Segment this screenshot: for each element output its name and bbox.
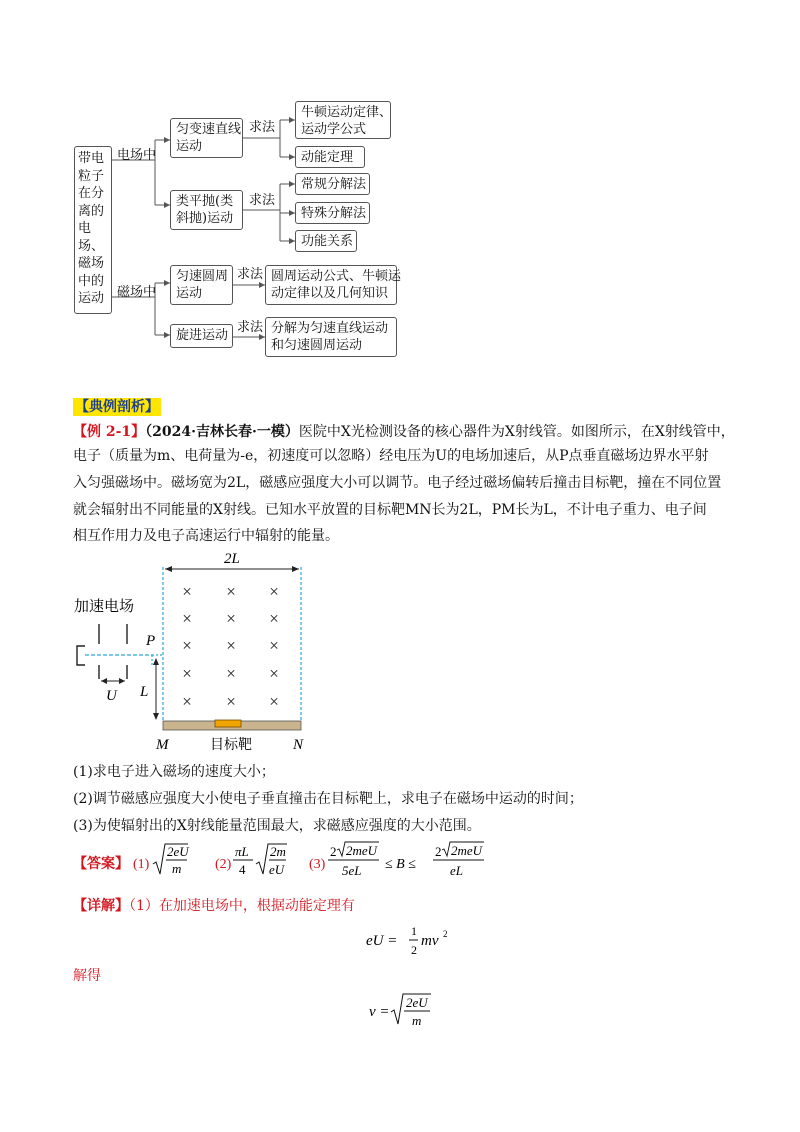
field-symbol: × [269,664,279,683]
field-symbol: × [269,582,279,601]
method-label-3: 求法 [237,267,264,282]
point-m-label: M [156,737,169,753]
a2-numerator: 2m [270,844,286,859]
energy-theorem-box: 动能定理 [295,146,365,168]
example-line-3: 入匀强磁场中。磁场宽为2L，磁感应强度大小可以调节。电子经过磁场偏转后撞击目标靶，撞在不同位置 [73,475,722,491]
answer-3-label: (3) [309,857,326,872]
newton-box: 牛顿运动定律、 运动学公式 [295,101,391,139]
a1-numerator: 2eU [167,844,189,859]
a1-denominator: m [172,861,182,876]
energy-equation [360,920,460,964]
solve-label: 解得 [73,968,101,984]
v-eq-denominator: m [412,1013,422,1028]
eq1-two: 2 [411,943,417,957]
normal-decomp-box: 常规分解法 [295,173,370,195]
projectile-box: 类平抛(类 斜抛)运动 [170,190,243,230]
example-line-1: 【例 2-1】（2024·吉林长春·一模）医院中X光检测设备的核心器件为X射线管。如图所示，在X射线管中， [73,424,735,440]
field-symbol: × [226,636,236,655]
width-label: 2L [224,551,240,567]
field-symbol: × [182,664,192,683]
method-label-1: 求法 [249,120,276,135]
field-symbol: × [226,692,236,711]
target-label: 目标靶 [210,738,252,753]
question-1: (1)求电子进入磁场的速度大小； [73,764,275,780]
point-n-label: N [293,737,304,753]
point-p-label: P [146,633,156,649]
question-2: (2)调节磁感应强度大小使电子垂直撞击在目标靶上，求电子在磁场中运动的时间； [73,791,583,807]
v-eq-numerator: 2eU [406,995,428,1010]
uniform-circle-box: 匀速圆周 运动 [170,265,233,305]
a2-denominator: eU [269,862,285,877]
velocity-equation [365,990,445,1034]
v-eq-lhs: v = [369,1004,390,1020]
answer-tag: 【答案】 [73,857,129,872]
field-symbol: × [226,664,236,683]
target-marker [215,720,241,727]
field-symbol: × [269,636,279,655]
field-symbol: × [182,609,192,628]
a3-inequality: ≤ B ≤ [385,857,416,872]
eq1-square: 2 [443,929,448,939]
a3-right-two: 2 [435,844,442,859]
field-symbol: × [182,692,192,711]
length-label: L [140,684,149,700]
electron-emitter [77,646,85,665]
field-symbol: × [226,582,236,601]
concept-map-connectors [0,0,800,370]
a2-pi-l: πL [235,844,249,859]
circle-formula-box: 圆周运动公式、牛顿运 动定律以及几何知识 [265,265,397,305]
eq1-mv: mv [421,933,439,949]
eq1-one: 1 [411,924,417,938]
answer-formulas [73,838,533,886]
example-line-5: 相互作用力及电子高速运行中辐射的能量。 [73,528,339,544]
special-decomp-box: 特殊分解法 [295,202,370,224]
magnetic-field-label: 磁场中 [117,285,157,300]
concept-root: 带电 粒子 在分 离的 电场、 磁场 中的 运动 [74,146,112,314]
xray-tube-figure [0,545,800,760]
section-title: 【典例剖析】 [75,399,159,415]
a3-left-two: 2 [330,844,337,859]
accel-field-label: 加速电场 [74,599,135,615]
method-label-2: 求法 [249,193,276,208]
a3-left-denominator: 5eL [342,863,362,878]
work-energy-box: 功能关系 [295,230,357,252]
example-line-2: 电子（质量为m、电荷量为-e，初速度可以忽略）经电压为U的电场加速后，从P点垂直磁场边界水平射 [73,448,709,464]
eq1-lhs: eU = [366,933,398,949]
a2-four: 4 [239,862,246,877]
field-symbol-grid [182,582,279,711]
answer-1-label: (1) [133,857,150,872]
example-line-4: 就会辐射出不同能量的X射线。已知水平放置的目标靶MN长为2L，PM长为L，不计电子重力、电子间 [73,502,707,518]
spiral-box: 旋进运动 [170,324,233,348]
a3-right-denominator: eL [450,863,463,878]
detail-line-1: 【详解】（1）在加速电场中，根据动能定理有 [73,898,355,914]
question-3: (3)为使辐射出的X射线能量范围最大，求磁感应强度的大小范围。 [73,818,481,834]
field-symbol: × [226,609,236,628]
field-symbol: × [269,692,279,711]
decompose-box: 分解为匀速直线运动 和匀速圆周运动 [265,317,397,357]
voltage-label: U [106,688,117,704]
method-label-4: 求法 [237,320,264,335]
a3-left-numerator: 2meU [346,843,378,858]
uniform-accel-box: 匀变速直线 运动 [170,118,243,158]
electric-field-label: 电场中 [117,148,157,163]
field-symbol: × [182,582,192,601]
answer-2-label: (2) [215,857,232,872]
field-symbol: × [182,636,192,655]
a3-right-numerator: 2meU [451,843,483,858]
field-symbol: × [269,609,279,628]
